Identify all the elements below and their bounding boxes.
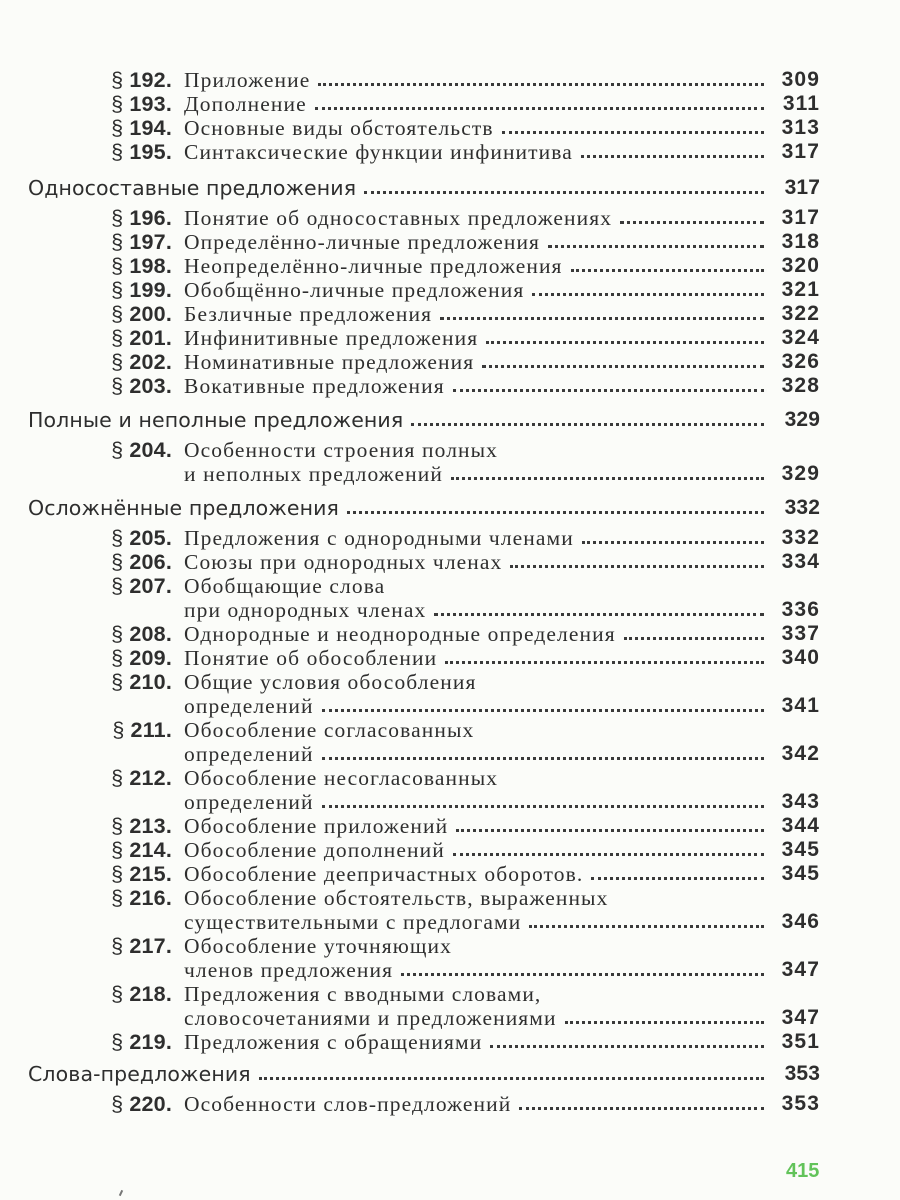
entry-page-number: 322 — [781, 302, 820, 325]
entry-page-number: 317 — [781, 206, 820, 229]
entry-title: Обособление деепричастных оборотов. — [184, 862, 584, 886]
section-number-value: 209. — [129, 646, 172, 670]
section-sign: § — [111, 254, 124, 278]
toc-entry-row — [0, 764, 820, 790]
entry-page-number: 334 — [781, 550, 820, 573]
section-sign: § — [111, 230, 124, 254]
entry-title: словосочетаниями и предложениями — [184, 1006, 557, 1030]
toc-entry-row — [0, 204, 820, 230]
toc-entry-row — [0, 596, 820, 622]
entry-page-number: 324 — [781, 326, 820, 349]
section-number — [0, 278, 172, 302]
dot-leader — [486, 341, 764, 344]
toc-entry-row — [0, 228, 820, 254]
section-number — [0, 116, 172, 140]
section-number-value: 218. — [129, 982, 172, 1006]
entry-page-number: 343 — [781, 790, 820, 813]
entry-title: Обособление согласованных — [184, 718, 475, 742]
toc-entry-row — [0, 860, 820, 886]
toc-entry-row — [0, 572, 820, 598]
dot-leader — [532, 293, 764, 296]
toc-entry-row — [0, 980, 820, 1006]
dot-leader — [548, 245, 764, 248]
toc-chapter-row — [0, 494, 820, 520]
section-number — [0, 622, 172, 646]
dot-leader — [510, 565, 764, 568]
dot-leader — [591, 877, 764, 880]
entry-page-number: 347 — [781, 1006, 820, 1029]
entry-title: Однородные и неоднородные определения — [184, 622, 616, 646]
section-sign: § — [111, 68, 124, 92]
section-number-value: 211. — [130, 718, 172, 742]
toc-entry-row — [0, 740, 820, 766]
section-number-value: 200. — [129, 302, 172, 326]
entry-title: определений — [184, 742, 314, 766]
entry-page-number: 320 — [781, 254, 820, 277]
entry-title: Дополнение — [184, 92, 307, 116]
chapter-title: Односоставные предложения — [28, 176, 357, 200]
entry-page-number: 353 — [781, 1092, 820, 1115]
toc-entry-row — [0, 114, 820, 140]
toc-entry-row — [0, 620, 820, 646]
entry-page-number: 345 — [781, 838, 820, 861]
section-sign: § — [111, 302, 124, 326]
entry-title: существительными с предлогами — [184, 910, 522, 934]
section-sign: § — [111, 622, 124, 646]
toc-entry-row — [0, 956, 820, 982]
entry-page-number: 341 — [781, 694, 820, 717]
dot-leader — [315, 107, 764, 110]
section-sign: § — [111, 116, 124, 140]
toc-entry-row — [0, 548, 820, 574]
entry-title: определений — [184, 694, 314, 718]
section-number-value: 206. — [129, 550, 172, 574]
section-number-value: 213. — [129, 814, 172, 838]
section-sign: § — [111, 934, 124, 958]
entry-title: Синтаксические функции инфинитива — [184, 140, 573, 164]
toc-entry-row — [0, 884, 820, 910]
entry-title: и неполных предложений — [184, 462, 443, 486]
entry-page-number: 328 — [781, 374, 820, 397]
entry-title: Обособление приложений — [184, 814, 449, 838]
toc-entry-row — [0, 90, 820, 116]
section-sign: § — [111, 278, 124, 302]
entry-page-number: 329 — [784, 408, 820, 431]
toc-entry-row — [0, 668, 820, 694]
entry-title: Определённо-личные предложения — [184, 230, 541, 254]
section-number-value: 205. — [129, 526, 172, 550]
entry-title: Обособление уточняющих — [184, 934, 452, 958]
entry-page-number: 332 — [781, 526, 820, 549]
toc-entry-row — [0, 66, 820, 92]
chapter-title: Осложнённые предложения — [28, 496, 339, 520]
section-number-value: 201. — [129, 326, 172, 350]
entry-title: Номинативные предложения — [184, 350, 475, 374]
toc-entry-row — [0, 524, 820, 550]
toc-entry-row — [0, 276, 820, 302]
section-number — [0, 68, 172, 92]
entry-title: Обособление несогласованных — [184, 766, 499, 790]
section-number-value: 202. — [129, 350, 172, 374]
dot-leader — [401, 973, 764, 976]
section-sign: § — [111, 526, 124, 550]
section-number-value: 219. — [129, 1030, 172, 1054]
section-number — [0, 1030, 172, 1054]
section-number — [0, 982, 172, 1006]
section-number — [0, 254, 172, 278]
section-number — [0, 670, 172, 694]
section-number — [0, 1092, 172, 1116]
entry-page-number: 326 — [781, 350, 820, 373]
section-number-value: 215. — [129, 862, 172, 886]
entry-title: Неопределённо-личные предложения — [184, 254, 563, 278]
section-number — [0, 374, 172, 398]
section-number — [0, 140, 172, 164]
entry-title: Союзы при однородных членах — [184, 550, 503, 574]
dot-leader — [440, 317, 764, 320]
section-number — [0, 92, 172, 116]
section-number — [0, 526, 172, 550]
dot-leader — [322, 805, 764, 808]
entry-title: Инфинитивные предложения — [184, 326, 479, 350]
dot-leader — [571, 269, 764, 272]
entry-title: Особенности строения полных — [184, 438, 499, 462]
toc-entry-row — [0, 908, 820, 934]
entry-page-number: 321 — [781, 278, 820, 301]
dot-leader — [582, 541, 764, 544]
toc-entry-row — [0, 692, 820, 718]
toc-chapter-row — [0, 174, 820, 200]
dot-leader — [529, 925, 764, 928]
section-sign: § — [111, 438, 124, 462]
entry-page-number: 336 — [781, 598, 820, 621]
section-number — [0, 886, 172, 910]
section-number — [0, 862, 172, 886]
toc-entry-row — [0, 1004, 820, 1030]
toc-entry-row — [0, 138, 820, 164]
entry-page-number: 329 — [781, 462, 820, 485]
section-number-value: 204. — [129, 438, 172, 462]
dot-leader — [322, 709, 764, 712]
dot-leader — [565, 1021, 764, 1024]
chapter-title: Слова-предложения — [28, 1062, 251, 1086]
section-number — [0, 326, 172, 350]
entry-page-number: 311 — [782, 92, 820, 115]
section-number — [0, 302, 172, 326]
toc-entry-row — [0, 436, 820, 462]
section-number-value: 216. — [129, 886, 172, 910]
entry-title: Вокативные предложения — [184, 374, 445, 398]
dot-leader — [519, 1107, 764, 1110]
section-sign: § — [111, 550, 124, 574]
section-sign: § — [111, 886, 124, 910]
section-number — [0, 766, 172, 790]
toc-entry-row — [0, 1028, 820, 1054]
section-number-value: 199. — [129, 278, 172, 302]
toc-entry-row — [0, 348, 820, 374]
section-number — [0, 350, 172, 374]
entry-page-number: 317 — [781, 140, 820, 163]
section-sign: § — [111, 1030, 124, 1054]
dot-leader — [581, 155, 764, 158]
section-sign: § — [111, 374, 124, 398]
dot-leader — [445, 661, 764, 664]
section-number-value: 192. — [129, 68, 172, 92]
toc-entry-row — [0, 300, 820, 326]
section-sign: § — [111, 814, 124, 838]
entry-title: Приложение — [184, 68, 311, 92]
entry-title: Предложения с обращениями — [184, 1030, 483, 1054]
dot-leader — [456, 829, 764, 832]
section-number-value: 194. — [129, 116, 172, 140]
entry-title: Обособление дополнений — [184, 838, 445, 862]
section-sign: § — [111, 140, 124, 164]
section-number-value: 208. — [129, 622, 172, 646]
dot-leader — [502, 131, 764, 134]
section-sign: § — [111, 862, 124, 886]
section-number-value: 214. — [129, 838, 172, 862]
entry-title: Обобщающие слова — [184, 574, 386, 598]
section-number-value: 212. — [129, 766, 172, 790]
section-number-value: 210. — [129, 670, 172, 694]
section-number — [0, 646, 172, 670]
entry-title: при однородных членах — [184, 598, 427, 622]
section-sign: § — [111, 350, 124, 374]
dot-leader — [259, 1077, 764, 1080]
toc-entry-row — [0, 788, 820, 814]
entry-title: определений — [184, 790, 314, 814]
dot-leader — [482, 365, 764, 368]
section-sign: § — [111, 574, 124, 598]
section-number — [0, 574, 172, 598]
dot-leader — [624, 637, 764, 640]
toc-entry-row — [0, 812, 820, 838]
entry-page-number: 347 — [781, 958, 820, 981]
section-sign: § — [112, 718, 125, 742]
entry-page-number: 318 — [781, 230, 820, 253]
dot-leader — [411, 423, 764, 426]
section-number — [0, 838, 172, 862]
entry-title: Безличные предложения — [184, 302, 433, 326]
section-number-value: 198. — [129, 254, 172, 278]
dot-leader — [620, 221, 764, 224]
toc-entry-row — [0, 836, 820, 862]
section-number-value: 207. — [129, 574, 172, 598]
section-number — [0, 814, 172, 838]
entry-title: Понятие об односоставных предложениях — [184, 206, 613, 230]
entry-page-number: 353 — [784, 1062, 820, 1085]
section-number — [0, 718, 172, 742]
section-number — [0, 934, 172, 958]
scan-mark — [119, 1190, 123, 1196]
section-sign: § — [111, 670, 124, 694]
entry-page-number: 337 — [781, 622, 820, 645]
entry-title: Особенности слов-предложений — [184, 1092, 512, 1116]
section-number — [0, 230, 172, 254]
toc-entry-row — [0, 716, 820, 742]
section-number — [0, 206, 172, 230]
section-sign: § — [111, 326, 124, 350]
entry-page-number: 346 — [781, 910, 820, 933]
toc-entry-row — [0, 932, 820, 958]
chapter-title: Полные и неполные предложения — [28, 408, 404, 432]
toc-entry-row — [0, 644, 820, 670]
section-number-value: 195. — [129, 140, 172, 164]
toc-entry-row — [0, 324, 820, 350]
section-number-value: 203. — [129, 374, 172, 398]
section-sign: § — [111, 1092, 124, 1116]
entry-title: Общие условия обособления — [184, 670, 477, 694]
section-number — [0, 438, 172, 462]
entry-page-number: 332 — [784, 496, 820, 519]
dot-leader — [490, 1045, 764, 1048]
entry-title: Основные виды обстоятельств — [184, 116, 494, 140]
section-number-value: 197. — [129, 230, 172, 254]
toc-chapter-row — [0, 406, 820, 432]
dot-leader — [453, 853, 764, 856]
dot-leader — [453, 389, 764, 392]
toc-entry-row — [0, 1090, 820, 1116]
dot-leader — [364, 191, 764, 194]
toc-entry-row — [0, 372, 820, 398]
entry-page-number: 317 — [784, 176, 820, 199]
entry-page-number: 345 — [781, 862, 820, 885]
section-sign: § — [111, 982, 124, 1006]
section-sign: § — [111, 206, 124, 230]
section-sign: § — [111, 766, 124, 790]
entry-page-number: 313 — [781, 116, 820, 139]
section-sign: § — [111, 838, 124, 862]
section-number-value: 193. — [129, 92, 172, 116]
dot-leader — [318, 83, 764, 86]
entry-page-number: 309 — [781, 68, 820, 91]
dot-leader — [322, 757, 764, 760]
dot-leader — [434, 613, 764, 616]
toc-entry-row — [0, 460, 820, 486]
toc-entry-row — [0, 252, 820, 278]
entry-title: Предложения с вводными словами, — [184, 982, 542, 1006]
page-number: 415 — [786, 1160, 820, 1182]
section-number — [0, 550, 172, 574]
section-sign: § — [111, 92, 124, 116]
section-number-value: 196. — [129, 206, 172, 230]
dot-leader — [347, 511, 764, 514]
section-number-value: 217. — [129, 934, 172, 958]
entry-page-number: 342 — [781, 742, 820, 765]
entry-page-number: 351 — [781, 1030, 820, 1053]
entry-title: Обособление обстоятельств, выраженных — [184, 886, 609, 910]
section-sign: § — [111, 646, 124, 670]
entry-page-number: 344 — [781, 814, 820, 837]
entry-title: членов предложения — [184, 958, 394, 982]
entry-page-number: 340 — [781, 646, 820, 669]
section-number-value: 220. — [129, 1092, 172, 1116]
entry-title: Обобщённо-личные предложения — [184, 278, 525, 302]
dot-leader — [451, 477, 764, 480]
entry-title: Предложения с однородными членами — [184, 526, 574, 550]
entry-title: Понятие об обособлении — [184, 646, 438, 670]
toc-chapter-row — [0, 1060, 820, 1086]
